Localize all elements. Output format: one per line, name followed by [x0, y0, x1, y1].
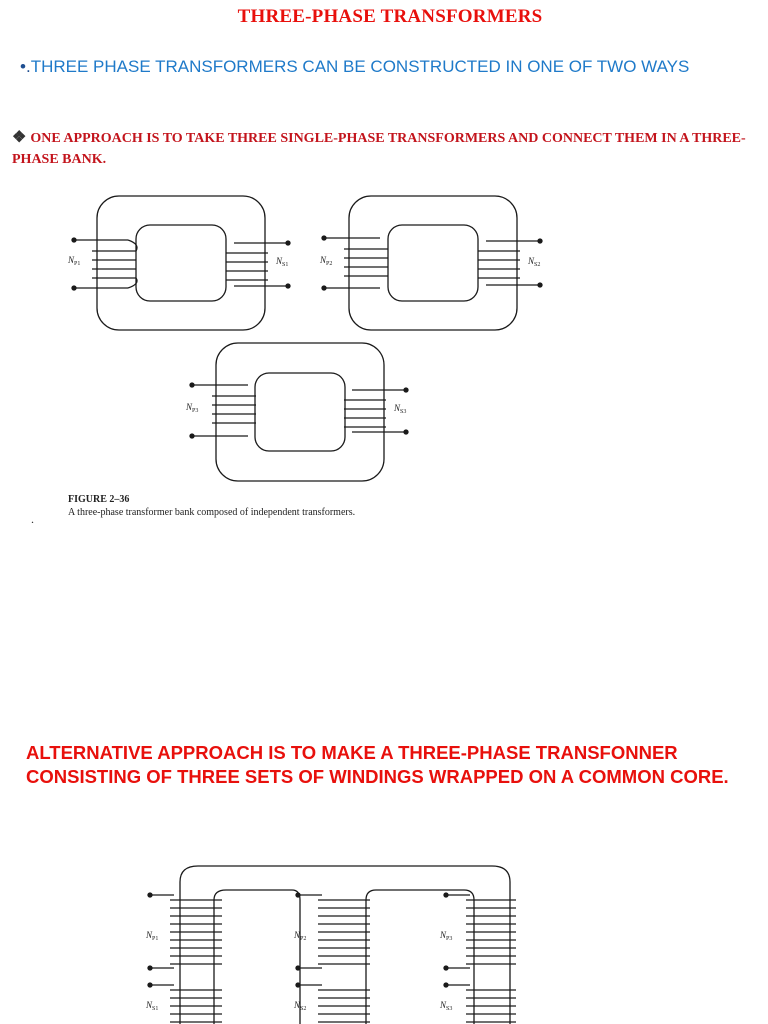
label-ns2: $N_{S2}$ — [528, 256, 541, 268]
transformer-3 — [190, 343, 408, 481]
core-inner-1 — [136, 225, 226, 301]
stray-dot: . — [31, 512, 34, 526]
three-phase-core — [148, 866, 516, 1024]
figure-caption: A three-phase transformer bank composed of independent transformers. — [68, 507, 356, 518]
approach-one-text: ONE APPROACH IS TO TAKE THREE SINGLE-PHASE TRANSFORMERS AND CONNECT THEM IN A THREE-PHASE BANK. — [12, 131, 746, 167]
label-3ph-ns1: $N_{S1}$ — [146, 1000, 159, 1012]
primary-coil-1 — [76, 240, 137, 288]
label-3ph-np3: $N_{P3}$ — [440, 930, 453, 942]
transformer-2 — [322, 196, 542, 330]
diamond-bullet-icon: ❖ — [12, 129, 27, 146]
core-window-right — [366, 890, 474, 1024]
approach-two-text: ALTERNATIVE APPROACH IS TO MAKE A THREE-PHASE TRANSFONNER CONSISTING OF THREE SETS OF WINDINGS WRAPPED ON A COMMON CORE. — [26, 742, 729, 787]
intro-text: THREE PHASE TRANSFORMERS CAN BE CONSTRUCTED IN ONE OF TWO WAYS — [30, 57, 690, 76]
core-outer-1 — [97, 196, 265, 330]
label-ns1: $N_{S1}$ — [276, 256, 289, 268]
label-3ph-np1: $N_{P1}$ — [146, 930, 159, 942]
middle-leg-coils — [298, 895, 370, 1022]
primary-coil-3 — [194, 385, 256, 436]
transformer-1 — [72, 196, 290, 330]
label-3ph-ns2: $N_{S2}$ — [294, 1000, 307, 1012]
label-np3: $N_{P3}$ — [186, 402, 199, 414]
right-leg-coils — [446, 895, 516, 1022]
core-inner-2 — [388, 225, 478, 301]
label-3ph-np2: $N_{P2}$ — [294, 930, 307, 942]
label-np1: $N_{P1}$ — [68, 255, 81, 267]
left-leg-coils — [150, 895, 222, 1022]
core-outer-3 — [216, 343, 384, 481]
label-ns3: $N_{S3}$ — [394, 403, 407, 415]
core-outer-2 — [349, 196, 517, 330]
primary-coil-2 — [326, 238, 388, 288]
bullet-marker: •. — [20, 57, 31, 76]
figure-caption-title: FIGURE 2–36 — [68, 494, 130, 505]
page-title: THREE-PHASE TRANSFORMERS — [237, 6, 543, 27]
label-3ph-ns3: $N_{S3}$ — [440, 1000, 453, 1012]
core-inner-3 — [255, 373, 345, 451]
label-np2: $N_{P2}$ — [320, 255, 333, 267]
core-window-left — [214, 890, 300, 1024]
